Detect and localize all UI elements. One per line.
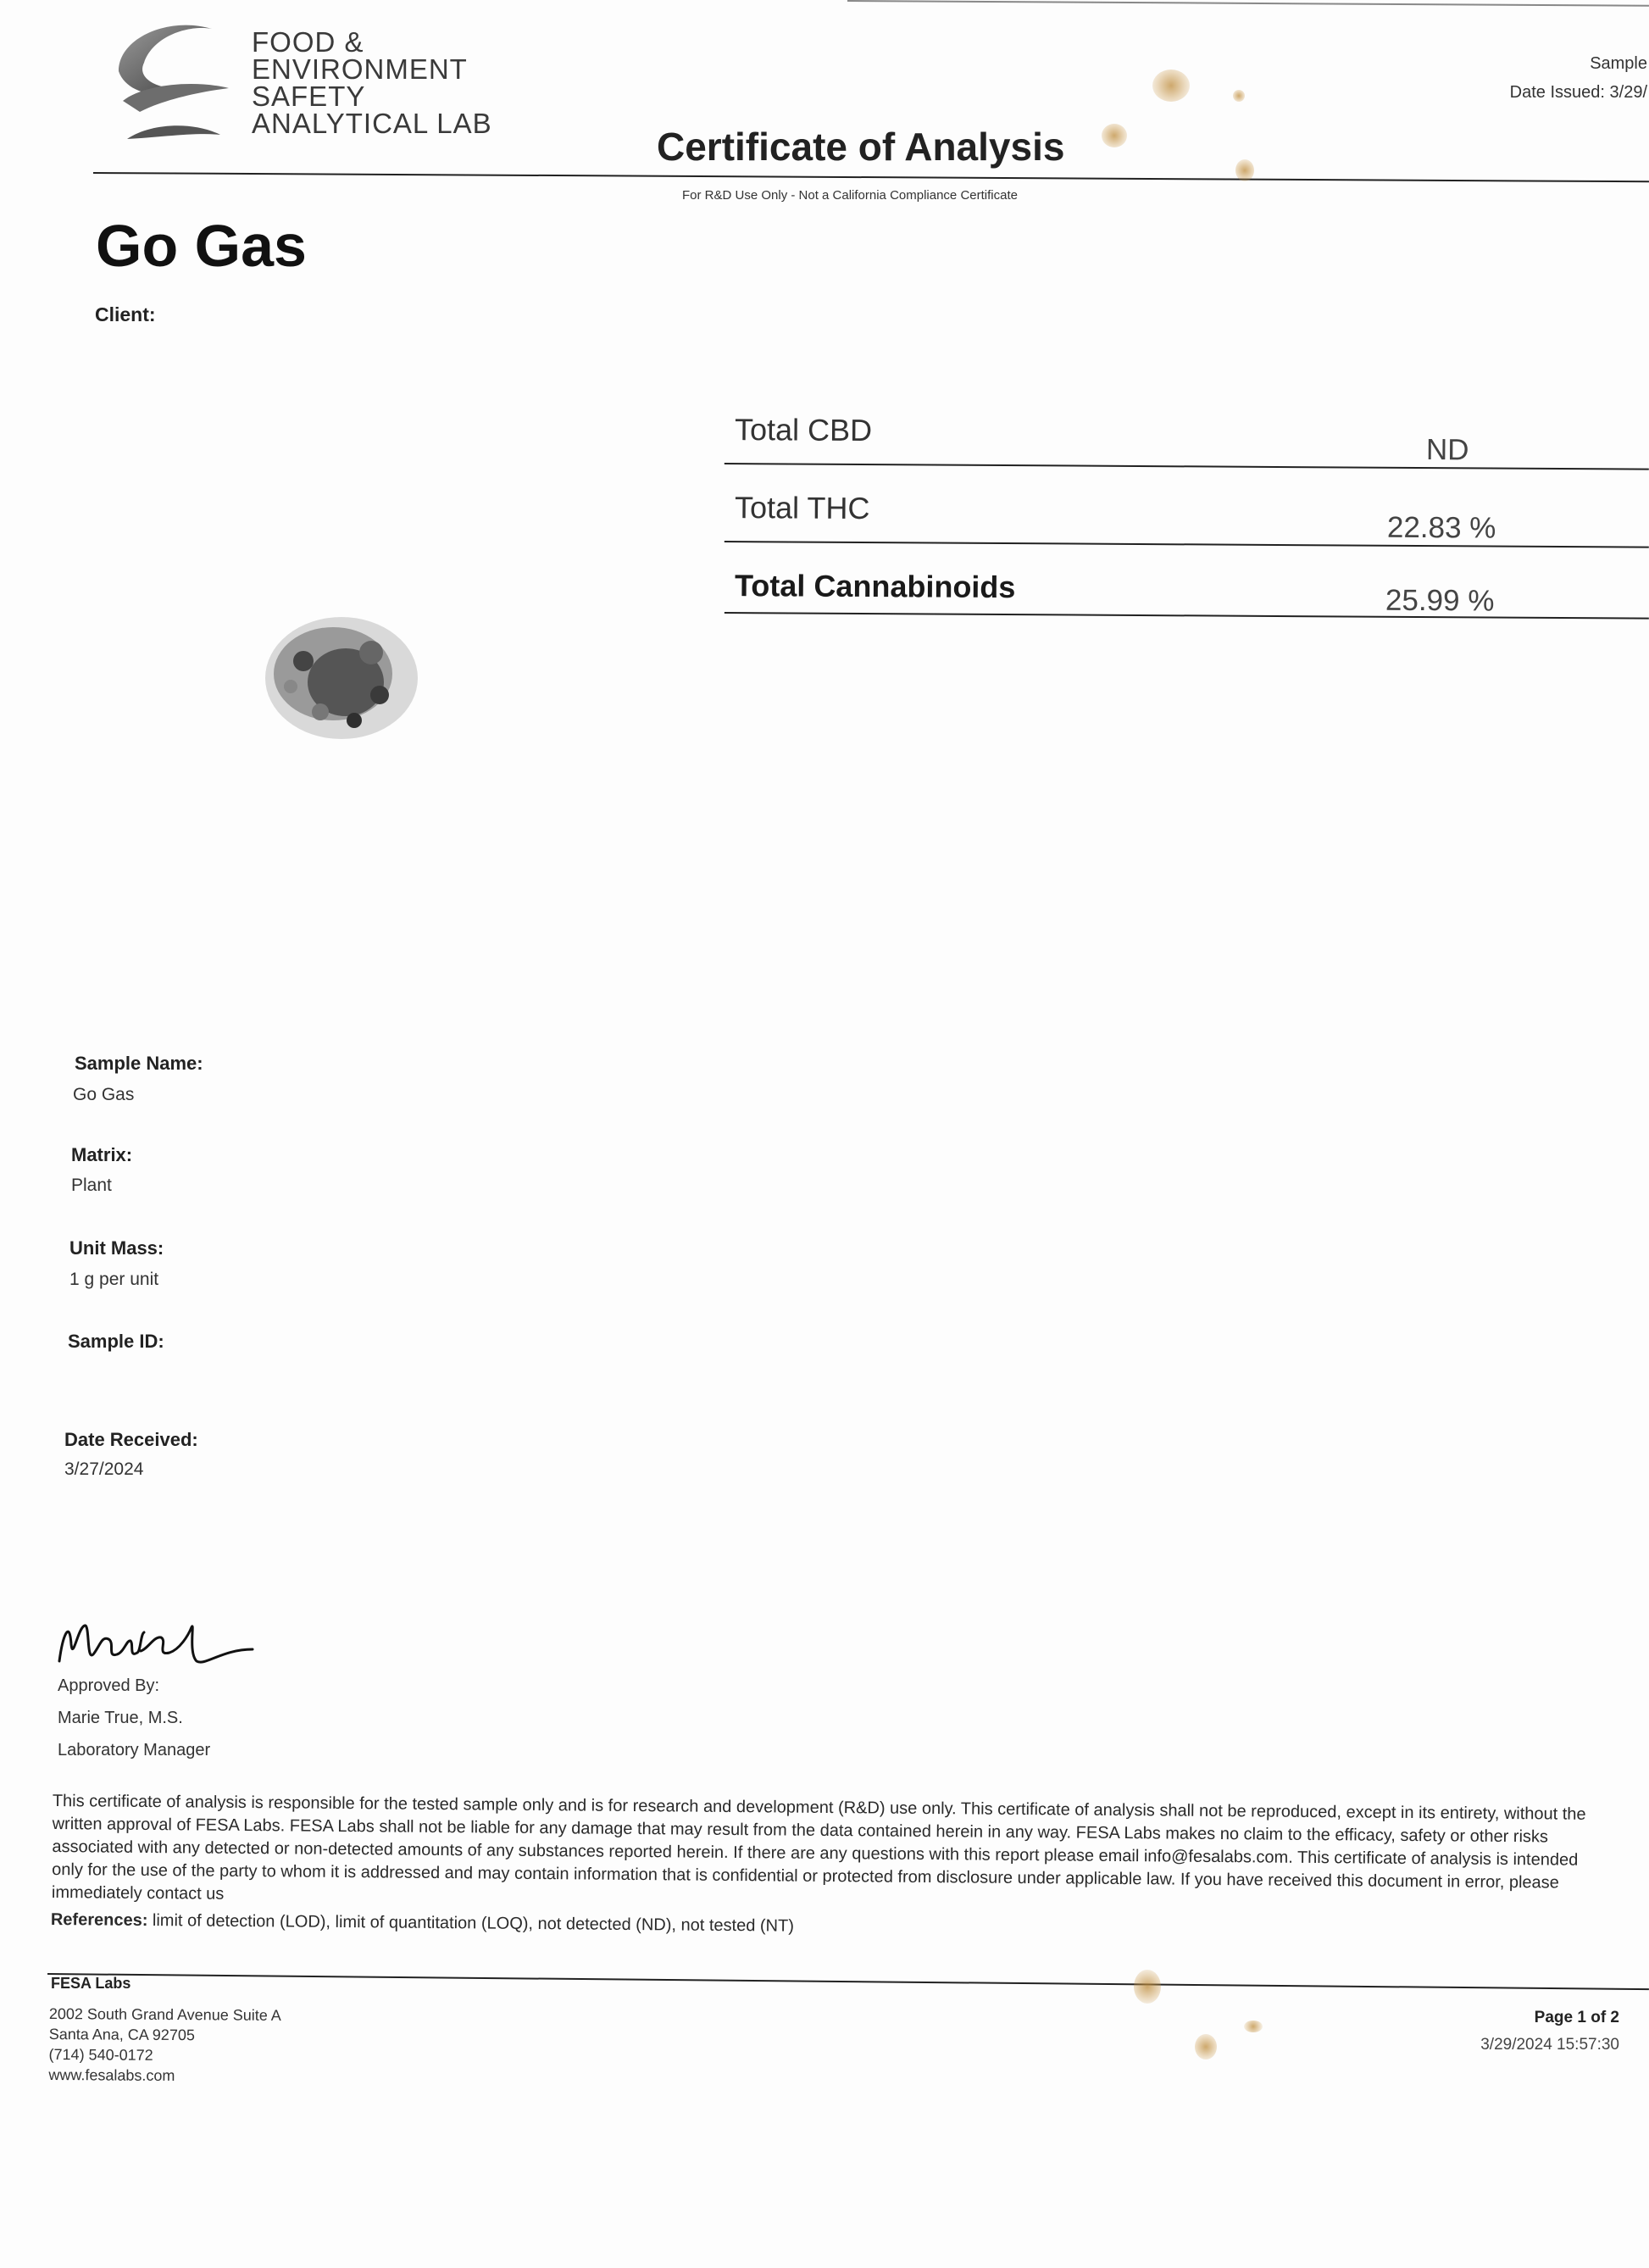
summary-value: 25.99 % bbox=[1385, 583, 1495, 618]
lab-name bbox=[252, 26, 492, 139]
stain-mark bbox=[1195, 2034, 1217, 2060]
lab-name-line: ENVIRONMENT bbox=[252, 53, 468, 85]
signature bbox=[53, 1602, 256, 1678]
stain-mark bbox=[1134, 1970, 1161, 2004]
footer-address-line: Santa Ana, CA 92705 bbox=[48, 2025, 195, 2044]
summary-rule bbox=[725, 612, 1649, 620]
sample-photo bbox=[253, 602, 430, 754]
summary-value: 22.83 % bbox=[1386, 510, 1496, 545]
summary-value: ND bbox=[1425, 433, 1469, 467]
footer-address-line: 2002 South Grand Avenue Suite A bbox=[48, 2005, 281, 2024]
print-timestamp: 3/29/2024 15:57:30 bbox=[1480, 2036, 1619, 2054]
sample-name-label: Sample Name: bbox=[75, 1053, 203, 1074]
summary-row-thc bbox=[725, 483, 1649, 557]
approved-by-label: Approved By: bbox=[58, 1676, 160, 1695]
sample-name-value: Go Gas bbox=[73, 1085, 135, 1104]
product-name: Go Gas bbox=[96, 213, 307, 279]
matrix-value: Plant bbox=[71, 1176, 112, 1195]
client-label: Client: bbox=[95, 303, 156, 325]
footer-address-line: (714) 540-0172 bbox=[48, 2045, 153, 2064]
page-edge-rule bbox=[847, 0, 1649, 7]
sample-label: Sample bbox=[1590, 54, 1647, 73]
footer-company: FESA Labs bbox=[51, 1975, 131, 1992]
footer-rule bbox=[47, 1973, 1649, 1990]
stain-mark bbox=[1152, 69, 1190, 102]
header-meta bbox=[1510, 49, 1647, 107]
stain-mark bbox=[1235, 159, 1254, 181]
sample-id-label: Sample ID: bbox=[68, 1331, 164, 1352]
summary-label: Total THC bbox=[734, 490, 870, 526]
fesa-logo-icon bbox=[93, 12, 237, 156]
unit-mass-label: Unit Mass: bbox=[69, 1237, 164, 1259]
stain-mark bbox=[1233, 90, 1245, 102]
summary-label: Total Cannabinoids bbox=[734, 568, 1016, 605]
stain-mark bbox=[1102, 124, 1127, 147]
rd-use-note: For R&D Use Only - Not a California Compliance Certificate bbox=[682, 188, 1018, 203]
approver-name: Marie True, M.S. bbox=[58, 1709, 183, 1727]
footer-address bbox=[48, 2004, 281, 2087]
stain-mark bbox=[1244, 2021, 1263, 2032]
header-rule bbox=[93, 172, 1649, 182]
summary-rule bbox=[725, 541, 1649, 548]
lab-name-line: ANALYTICAL LAB bbox=[252, 108, 492, 139]
page-number: Page 1 of 2 bbox=[1534, 2009, 1619, 2026]
summary-row-cbd bbox=[725, 405, 1649, 479]
date-issued: Date Issued: 3/29/ bbox=[1509, 83, 1647, 102]
footer-address-line: www.fesalabs.com bbox=[48, 2065, 175, 2085]
lab-name-line: SAFETY bbox=[252, 81, 366, 112]
matrix-label: Matrix: bbox=[71, 1144, 133, 1165]
document-title: Certificate of Analysis bbox=[657, 125, 1065, 169]
approver-title: Laboratory Manager bbox=[58, 1741, 211, 1759]
references bbox=[51, 1910, 794, 1937]
summary-rule bbox=[725, 463, 1649, 470]
summary-label: Total CBD bbox=[734, 412, 873, 448]
references-text: limit of detection (LOD), limit of quantitation (LOQ), not detected (ND), not tested (NT) bbox=[152, 1911, 794, 1936]
summary-row-total bbox=[725, 561, 1649, 635]
date-received-value: 3/27/2024 bbox=[64, 1459, 144, 1479]
approval-block bbox=[58, 1670, 210, 1766]
unit-mass-value: 1 g per unit bbox=[69, 1270, 159, 1289]
date-received-label: Date Received: bbox=[64, 1429, 198, 1450]
disclaimer-text: This certificate of analysis is responsible for the tested sample only and is for research and development (R&D) use only. This certificate of analysis shall not be reproduced, except in its entirety, without the written approval of FESA Labs. FESA Labs shall not be liable for any damage that may result from the data contained herein in any way. FESA Labs makes no claim to the efficacy, safety or other risks associated with any detected or non-detected amounts of any substances reported herein. If there are any questions with this report please email info@fesalabs.com. This certificate of analysis is intended only for the use of the party to whom it is addressed and may contain information that is confidential or protected from disclosure under applicable law. If you have received this document in error, please immediately contact us bbox=[51, 1792, 1586, 1904]
references-label: References: bbox=[50, 1910, 148, 1930]
lab-name-line: FOOD & bbox=[252, 26, 364, 58]
